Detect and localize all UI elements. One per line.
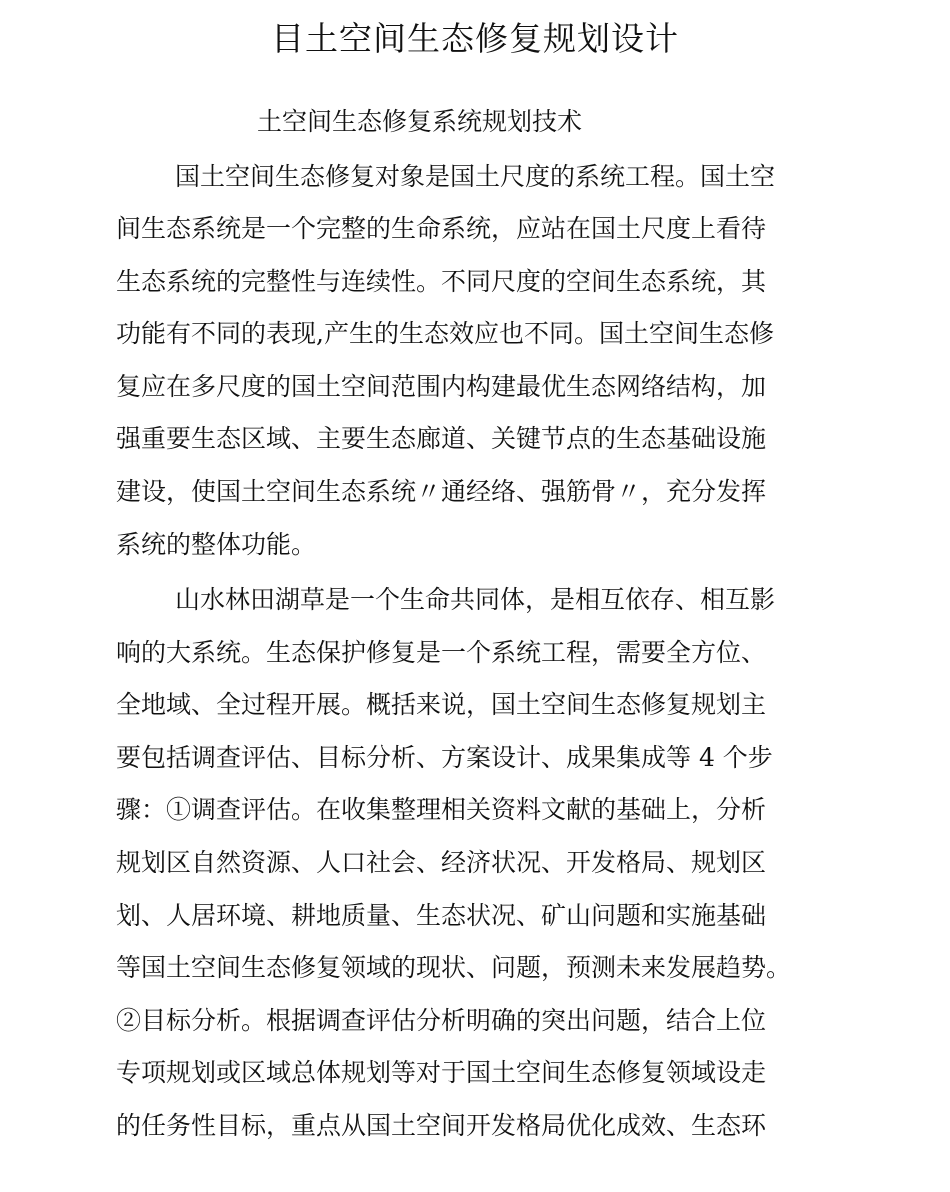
paragraph-line: 间生态系统是一个完整的生命系统，应站在国土尺度上看待 [116,214,767,243]
paragraph-line: 山水林田湖草是一个生命共同体，是相互依存、相互影 [175,585,776,614]
paragraph-line: 生态系统的完整性与连续性。不同尺度的空间生态系统，其 [116,267,767,296]
paragraph-line: 划、人居环境、耕地质量、生态状况、矿山问题和实施基础 [116,901,767,930]
paragraph-line: 专项规划或区域总体规划等对于国土空间生态修复领域设走 [116,1058,767,1087]
section-heading: 土空间生态修复系统规划技术 [257,107,583,136]
document-title: 目土空间生态修复规划设计 [271,19,679,58]
paragraph-line: 响的大系统。生态保护修复是一个系统工程，需要全方位、 [116,638,767,667]
paragraph-line: 系统的整体功能。 [116,530,317,559]
paragraph-line: 强重要生态区域、主要生态廊道、关键节点的生态基础设施 [116,424,767,453]
paragraph-line: 骤：①调查评估。在收集整理相关资料文献的基础上，分析 [116,795,767,824]
paragraph-line: 复应在多尺度的国土空间范围内构建最优生态网络结构，加 [116,372,767,401]
paragraph-line: 等国土空间生态修复领域的现状、问题，预测未来发展趋势。 [116,953,792,982]
paragraph-line: 要包括调查评估、目标分析、方案设计、成果集成等 4 个步 [116,743,773,772]
paragraph-line: 建设，使国土空间生态系统〃通经络、强筋骨〃，充分发挥 [116,477,767,506]
paragraph-line: 功能有不同的表现,产生的生态效应也不同。国土空间生态修 [116,319,774,348]
paragraph-line: ②目标分析。根据调查评估分析明确的突出问题，结合上位 [116,1006,767,1035]
paragraph-line: 规划区自然资源、人口社会、经济状况、开发格局、规划区 [116,848,767,877]
paragraph-line: 全地域、全过程开展。概括来说，国土空间生态修复规划主 [116,690,767,719]
paragraph-line: 的任务性目标，重点从国土空间开发格局优化成效、生态环 [116,1111,767,1140]
paragraph-line: 国土空间生态修复对象是国土尺度的系统工程。国土空 [175,162,776,191]
